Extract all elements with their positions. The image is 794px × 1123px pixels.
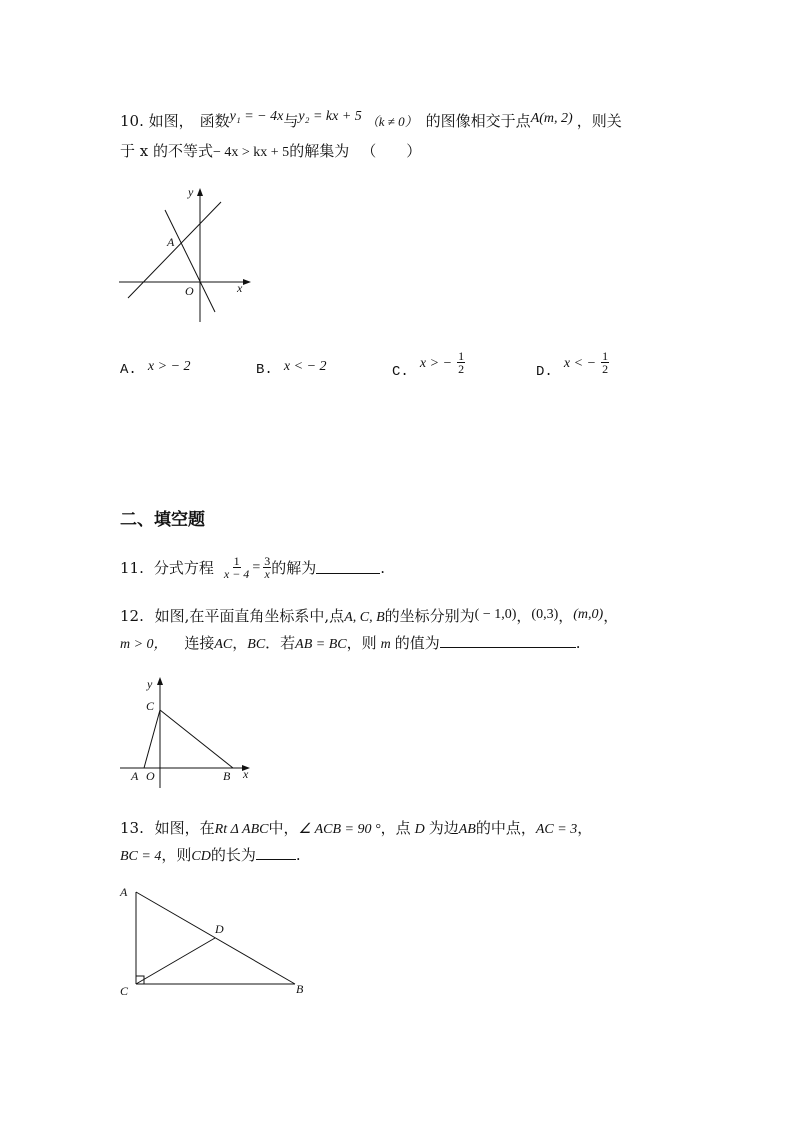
option-expr: x > −: [419, 356, 453, 371]
q11-answer-blank[interactable]: [316, 561, 380, 574]
q10-text: 的图像相交于点: [425, 112, 531, 130]
q10-x-arrow: [243, 279, 251, 285]
option-fraction: $\frac{1}{2}$: [602, 349, 609, 376]
q10-answer-paren: （ ）: [361, 142, 422, 160]
q12-segment-bc-line: [160, 710, 233, 768]
option-expr: x > − 2: [147, 359, 191, 374]
q10-text: 函数: [199, 112, 230, 130]
q13-side-ab: AB: [458, 822, 476, 837]
q11-number: 11.: [120, 558, 144, 577]
q12-segment-ac-line: [144, 710, 160, 768]
q10-figure: [115, 182, 260, 327]
q12-point-c-label: C: [146, 699, 155, 713]
section-title: 二、填空题: [120, 510, 205, 530]
q10-text: 的解集为: [289, 142, 350, 160]
q13-point-d: D: [414, 822, 425, 837]
q10-line1: [120, 110, 622, 131]
q10-text: ，则关: [576, 112, 622, 130]
q10-number: 10. 如图，: [120, 112, 194, 130]
q11-text: 的解为: [271, 559, 317, 577]
q12-number: 12.: [120, 607, 144, 625]
q11-period: .: [380, 558, 386, 577]
q11-fraction-2: $\frac{3}{x}$: [264, 554, 271, 581]
q13-line1: 13. 如图，在Rt Δ ABC中，∠ ACB = 90 °，点 D 为边AB的中点，AC = 3，: [120, 819, 593, 837]
q12-coord-c: (0,3): [531, 607, 559, 622]
q12-segment-bc: BC: [247, 637, 266, 652]
q12-figure: [115, 672, 260, 792]
q13-point-d-label: D: [215, 922, 224, 936]
q12-line1: 12. 如图,在平面直角坐标系中,点A, C, B的坐标分别为( − 1,0)，(0,3)，(m,0)，: [120, 607, 619, 625]
q12-text: ．若: [265, 634, 296, 652]
q13-point-a-label: A: [120, 885, 128, 899]
option-label: D.: [536, 364, 553, 380]
q12-condition: m > 0，: [120, 637, 168, 652]
q13-text: 的长为: [210, 846, 256, 864]
q12-answer-blank[interactable]: [440, 635, 576, 648]
q10-condition: （k ≠ 0）: [365, 114, 418, 129]
q11-line: [120, 555, 385, 580]
q13-text: 为边: [428, 819, 459, 837]
q12-period: .: [575, 634, 581, 652]
q12-text: 如图,在平面直角坐标系中,点: [154, 607, 345, 625]
q13-text: 中，: [268, 819, 299, 837]
q13-bc-value: BC = 4: [120, 849, 162, 864]
q12-text: 连接: [184, 634, 215, 652]
q10-y-label: y: [188, 185, 194, 199]
q13-median-cd: [136, 938, 215, 984]
option-expr: x < − 2: [283, 359, 327, 374]
option-label: B.: [256, 362, 273, 378]
q12-text: ，则: [346, 634, 377, 652]
q10-y-arrow: [197, 188, 203, 196]
q10-line2: [120, 140, 421, 161]
q12-point-b-label: B: [223, 769, 231, 783]
q12-equation: AB = BC: [295, 637, 347, 652]
q13-figure: [112, 876, 312, 1001]
q13-text: ，则: [161, 846, 192, 864]
q12-origin-label: O: [146, 769, 155, 783]
q12-segment-ac: AC: [214, 637, 233, 652]
q12-text: 的坐标分别为: [384, 607, 475, 625]
q10-x-label: x: [237, 281, 243, 295]
q10-origin-label: O: [185, 284, 194, 298]
q10-option-c[interactable]: [392, 349, 465, 380]
q13-line2: [120, 844, 301, 865]
q13-point-b-label: B: [296, 982, 304, 996]
q12-points: A, C, B: [344, 610, 385, 625]
q13-point-c-label: C: [120, 984, 129, 998]
q13-period: .: [295, 846, 301, 864]
q12-y-arrow: [157, 677, 163, 685]
q10-inequality: − 4x > kx + 5: [213, 145, 290, 160]
q10-option-b[interactable]: [256, 358, 327, 378]
q11-text: 分式方程: [153, 559, 214, 577]
q10-point-a-label: A: [167, 235, 175, 249]
q13-text: 如图，在: [154, 819, 215, 837]
q12-var-m: m: [380, 637, 391, 652]
option-fraction: $\frac{1}{2}$: [458, 349, 465, 376]
q10-option-d[interactable]: [536, 349, 609, 380]
q12-coord-a: ( − 1,0): [474, 607, 517, 622]
q12-line2: m > 0， 连接AC，BC．若AB = BC，则 m 的值为 .: [120, 634, 581, 652]
q13-text: 的中点，: [475, 819, 536, 837]
q12-x-label: x: [243, 767, 249, 781]
q13-text: ，点: [380, 819, 411, 837]
q13-angle: ∠ ACB = 90 °: [298, 822, 381, 837]
q10-point: A(m, 2): [530, 111, 573, 126]
q12-y-label: y: [147, 677, 153, 691]
option-label: A.: [120, 362, 137, 378]
q12-text: 的值为: [394, 634, 440, 652]
q10-option-a[interactable]: [120, 358, 191, 378]
q12-coord-b: (m,0): [573, 607, 604, 622]
q10-func1: y₁ = − 4x: [229, 109, 284, 124]
option-label: C.: [392, 364, 409, 380]
q10-func2: y₂ = kx + 5: [298, 109, 362, 124]
q13-ac-value: AC = 3: [535, 822, 578, 837]
q12-point-a-label: A: [131, 769, 139, 783]
q13-number: 13.: [120, 819, 144, 837]
option-expr: x < −: [563, 356, 597, 371]
q11-fraction-1: $\frac{1}{x - 4}$: [223, 554, 250, 581]
q10-text: 于 x 的不等式: [120, 142, 213, 160]
q13-triangle: Rt Δ ABC: [214, 822, 269, 837]
q13-segment-cd: CD: [191, 849, 211, 864]
q10-line-y2: [128, 202, 221, 298]
q11-equals: =: [252, 559, 261, 575]
q10-text: 与: [283, 112, 299, 130]
q13-answer-blank[interactable]: [256, 847, 296, 860]
